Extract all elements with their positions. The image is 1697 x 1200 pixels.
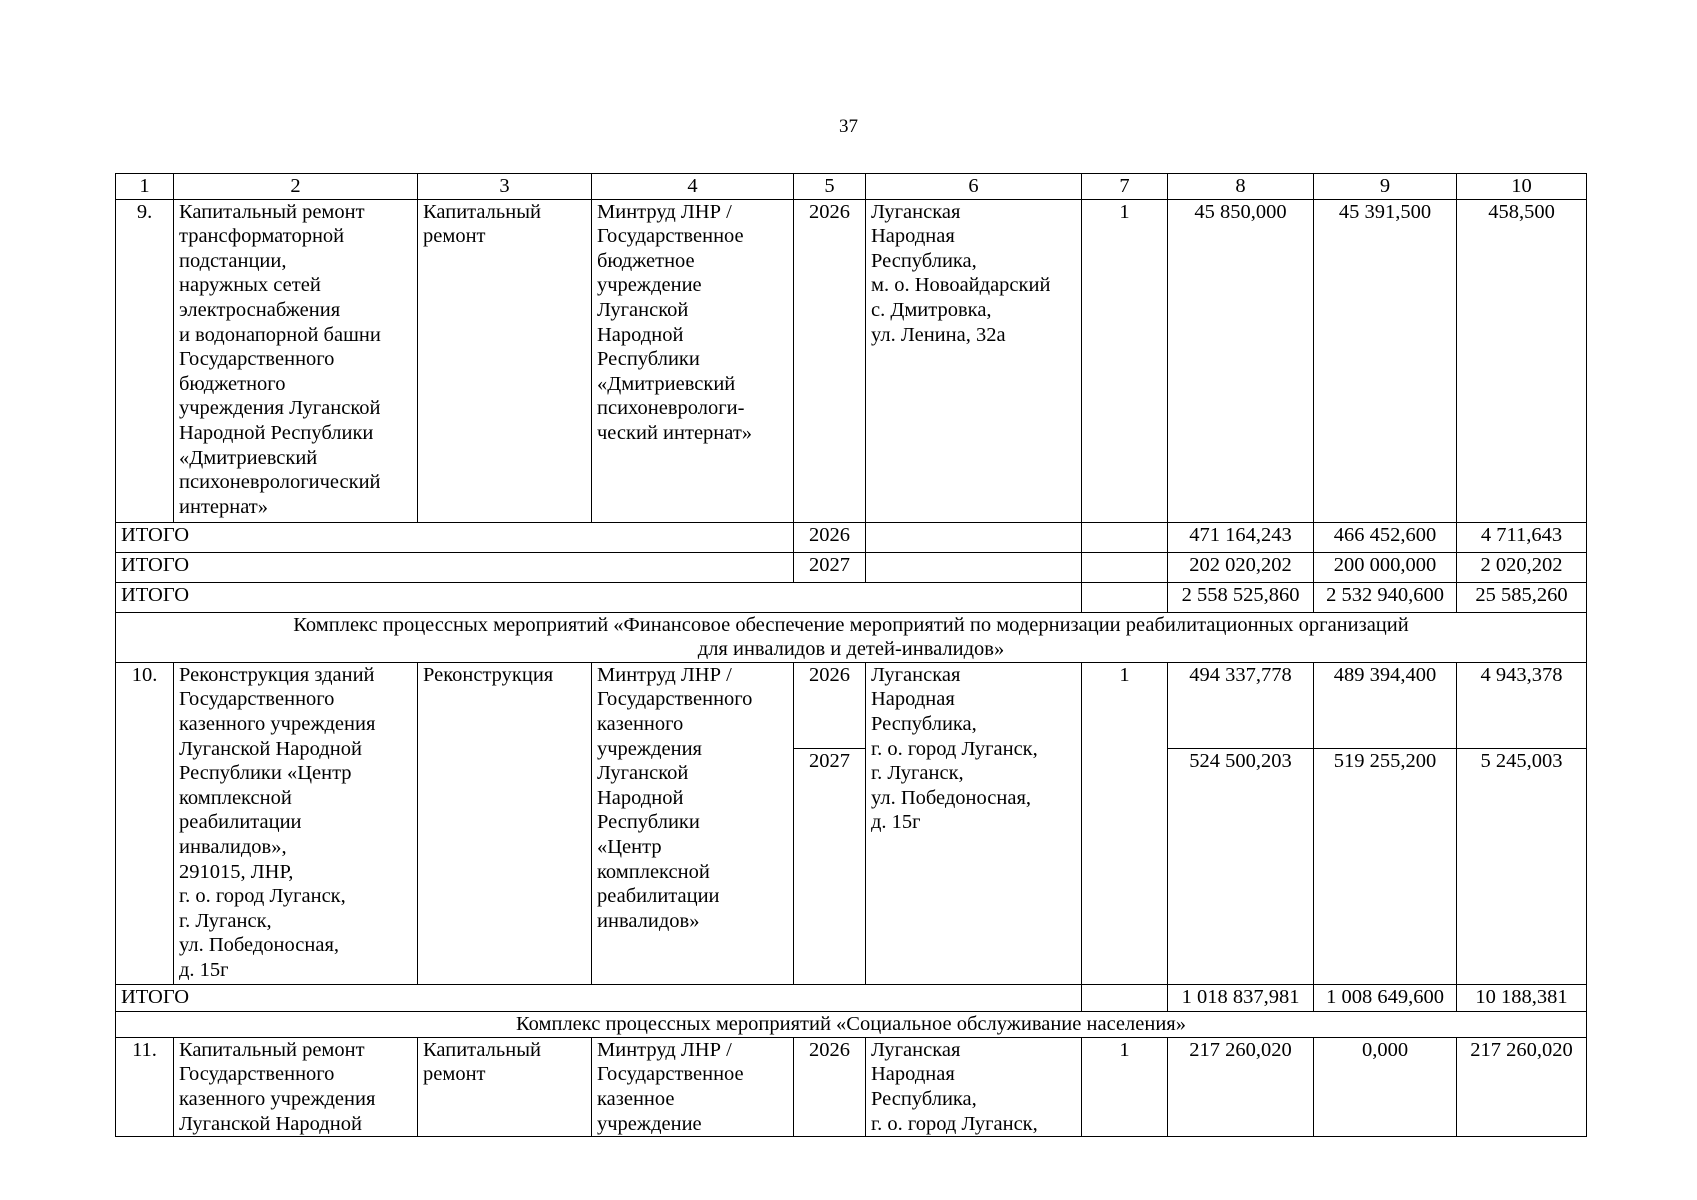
address — [866, 1037, 1082, 1136]
text-line: Народной — [597, 786, 684, 809]
text-line: Капитальный — [423, 1038, 541, 1061]
regional-amount: 4 943,378 — [1457, 662, 1587, 748]
federal-amount: 466 452,600 — [1314, 522, 1457, 552]
customer — [592, 199, 794, 522]
column-header: 10 — [1457, 174, 1587, 200]
regional-amount: 25 585,260 — [1457, 582, 1587, 612]
text-line: г. Луганск, — [179, 909, 272, 932]
column-header: 7 — [1082, 174, 1168, 200]
total-row — [116, 552, 1587, 582]
total-row — [116, 522, 1587, 552]
text-line: Капитальный — [423, 200, 541, 223]
text-line: казенное — [597, 1087, 675, 1110]
empty-cell — [866, 522, 1082, 552]
regional-amount: 10 188,381 — [1457, 984, 1587, 1011]
text-line: Государственное — [597, 225, 744, 248]
text-line: Комплекс процессных мероприятий «Финансовое обеспечение мероприятий по модернизации реабилитационных организаций — [293, 613, 1409, 636]
text-line: учреждение — [597, 1112, 702, 1135]
section-heading-row — [116, 1011, 1587, 1037]
text-line: Республики «Центр — [179, 762, 352, 785]
investment-table — [115, 173, 1587, 1137]
text-line: Реконструкция зданий — [179, 663, 375, 686]
address — [866, 199, 1082, 522]
text-line: Минтруд ЛНР / — [597, 1038, 732, 1061]
text-line: «Центр — [597, 835, 662, 858]
federal-amount: 45 391,500 — [1314, 199, 1457, 522]
total-amount: 202 020,202 — [1168, 552, 1314, 582]
text-line: г. о. город Луганск, — [871, 1112, 1038, 1135]
total-amount: 217 260,020 — [1168, 1037, 1314, 1136]
text-line: казенного — [597, 712, 684, 735]
text-line: Республики — [597, 811, 700, 834]
column-header: 9 — [1314, 174, 1457, 200]
total-amount: 524 500,203 — [1168, 748, 1314, 984]
empty-cell — [1082, 582, 1168, 612]
text-line: 291015, ЛНР, — [179, 860, 294, 883]
text-line: психоневрологи- — [597, 397, 745, 420]
table-row — [116, 662, 1587, 748]
row-number: 11. — [116, 1037, 174, 1136]
regional-amount: 5 245,003 — [1457, 748, 1587, 984]
column-header: 6 — [866, 174, 1082, 200]
customer — [592, 1037, 794, 1136]
text-line: для инвалидов и детей-инвалидов» — [697, 638, 1005, 661]
text-line: инвалидов», — [179, 835, 287, 858]
text-line: Народной — [597, 323, 684, 346]
text-line: ремонт — [423, 1063, 486, 1086]
grand-total-row — [116, 582, 1587, 612]
federal-amount: 0,000 — [1314, 1037, 1457, 1136]
federal-amount: 489 394,400 — [1314, 662, 1457, 748]
text-line: с. Дмитровка, — [871, 298, 992, 321]
text-line: Луганской — [597, 762, 689, 785]
text-line: Капитальный ремонт — [179, 1038, 365, 1061]
federal-amount: 200 000,000 — [1314, 552, 1457, 582]
object-name — [174, 662, 418, 984]
text-line: реабилитации — [179, 811, 302, 834]
text-line: комплексной — [597, 860, 710, 883]
empty-cell — [1082, 984, 1168, 1011]
column-header: 4 — [592, 174, 794, 200]
count-cell: 1 — [1082, 662, 1168, 984]
object-name — [174, 199, 418, 522]
text-line: Народная — [871, 225, 955, 248]
text-line: м. о. Новоайдарский — [871, 274, 1051, 297]
year-cell: 2026 — [794, 199, 866, 522]
text-line: ул. Ленина, 32а — [871, 323, 1006, 346]
text-line: Республики — [597, 348, 700, 371]
object-name — [174, 1037, 418, 1136]
year-cell: 2026 — [794, 522, 866, 552]
table-row — [116, 199, 1587, 522]
regional-amount: 2 020,202 — [1457, 552, 1587, 582]
regional-amount: 217 260,020 — [1457, 1037, 1587, 1136]
total-amount: 1 018 837,981 — [1168, 984, 1314, 1011]
text-line: Луганской Народной — [179, 1112, 362, 1135]
address — [866, 662, 1082, 984]
text-line: Государственного — [179, 348, 335, 371]
text-line: учреждение — [597, 274, 702, 297]
total-label: ИТОГО — [116, 522, 794, 552]
column-header: 3 — [418, 174, 592, 200]
work-type — [418, 199, 592, 522]
total-label: ИТОГО — [116, 984, 1082, 1011]
section-heading-row — [116, 612, 1587, 662]
text-line: Государственного — [179, 1063, 335, 1086]
column-header: 1 — [116, 174, 174, 200]
row-number: 9. — [116, 199, 174, 522]
column-number-row — [116, 174, 1587, 200]
text-line: психоневрологический — [179, 471, 381, 494]
empty-cell — [866, 552, 1082, 582]
text-line: Капитальный ремонт — [179, 200, 365, 223]
text-line: казенного учреждения — [179, 1087, 376, 1110]
text-line: ул. Победоносная, — [871, 786, 1032, 809]
text-line: трансформаторной — [179, 225, 345, 248]
empty-cell — [1082, 552, 1168, 582]
text-line: инвалидов» — [597, 909, 700, 932]
text-line: г. о. город Луганск, — [871, 737, 1038, 760]
text-line: Луганская — [871, 663, 961, 686]
text-line: учреждения — [597, 737, 702, 760]
text-line: Народная — [871, 1063, 955, 1086]
section-heading: Комплекс процессных мероприятий «Социальное обслуживание населения» — [116, 1011, 1587, 1037]
text-line: Луганская — [871, 1038, 961, 1061]
total-amount: 2 558 525,860 — [1168, 582, 1314, 612]
section-heading — [116, 612, 1587, 662]
column-header: 8 — [1168, 174, 1314, 200]
year-cell: 2027 — [794, 552, 866, 582]
text-line: Народная — [871, 688, 955, 711]
regional-amount: 458,500 — [1457, 199, 1587, 522]
federal-amount: 519 255,200 — [1314, 748, 1457, 984]
text-line: г. о. город Луганск, — [179, 885, 346, 908]
text-line: Луганской — [597, 298, 689, 321]
total-amount: 471 164,243 — [1168, 522, 1314, 552]
text-line: и водонапорной башни — [179, 323, 381, 346]
count-cell: 1 — [1082, 199, 1168, 522]
text-line: Республика, — [871, 712, 977, 735]
total-amount: 45 850,000 — [1168, 199, 1314, 522]
total-label: ИТОГО — [116, 582, 1082, 612]
text-line: ческий интернат» — [597, 421, 753, 444]
year-cell: 2027 — [794, 748, 866, 984]
total-amount: 494 337,778 — [1168, 662, 1314, 748]
text-line: бюджетного — [179, 372, 286, 395]
text-line: Минтруд ЛНР / — [597, 200, 732, 223]
empty-cell — [1082, 522, 1168, 552]
text-line: «Дмитриевский — [597, 372, 736, 395]
text-line: Реконструкция — [423, 663, 554, 686]
text-line: ремонт — [423, 225, 486, 248]
text-line: Государственное — [597, 1063, 744, 1086]
federal-amount: 1 008 649,600 — [1314, 984, 1457, 1011]
text-line: Государственного — [179, 688, 335, 711]
text-line: Луганской Народной — [179, 737, 362, 760]
page-number: 37 — [839, 116, 858, 137]
federal-amount: 2 532 940,600 — [1314, 582, 1457, 612]
text-line: д. 15г — [179, 958, 229, 981]
regional-amount: 4 711,643 — [1457, 522, 1587, 552]
text-line: Луганская — [871, 200, 961, 223]
count-cell: 1 — [1082, 1037, 1168, 1136]
text-line: д. 15г — [871, 811, 921, 834]
text-line: Республика, — [871, 249, 977, 272]
row-number: 10. — [116, 662, 174, 984]
work-type — [418, 1037, 592, 1136]
text-line: г. Луганск, — [871, 762, 964, 785]
year-cell: 2026 — [794, 662, 866, 748]
text-line: ул. Победоносная, — [179, 934, 340, 957]
table-row — [116, 1037, 1587, 1136]
text-line: учреждения Луганской — [179, 397, 381, 420]
text-line: «Дмитриевский — [179, 446, 318, 469]
text-line: подстанции, — [179, 249, 287, 272]
text-line: Государственного — [597, 688, 753, 711]
grand-total-row — [116, 984, 1587, 1011]
year-cell: 2026 — [794, 1037, 866, 1136]
text-line: комплексной — [179, 786, 292, 809]
text-line: реабилитации — [597, 885, 720, 908]
column-header: 5 — [794, 174, 866, 200]
text-line: казенного учреждения — [179, 712, 376, 735]
text-line: Минтруд ЛНР / — [597, 663, 732, 686]
text-line: бюджетное — [597, 249, 695, 272]
text-line: Республика, — [871, 1087, 977, 1110]
total-label: ИТОГО — [116, 552, 794, 582]
column-header: 2 — [174, 174, 418, 200]
text-line: интернат» — [179, 495, 268, 518]
work-type — [418, 662, 592, 984]
text-line: Народной Республики — [179, 421, 374, 444]
text-line: электроснабжения — [179, 298, 341, 321]
text-line: наружных сетей — [179, 274, 321, 297]
customer — [592, 662, 794, 984]
